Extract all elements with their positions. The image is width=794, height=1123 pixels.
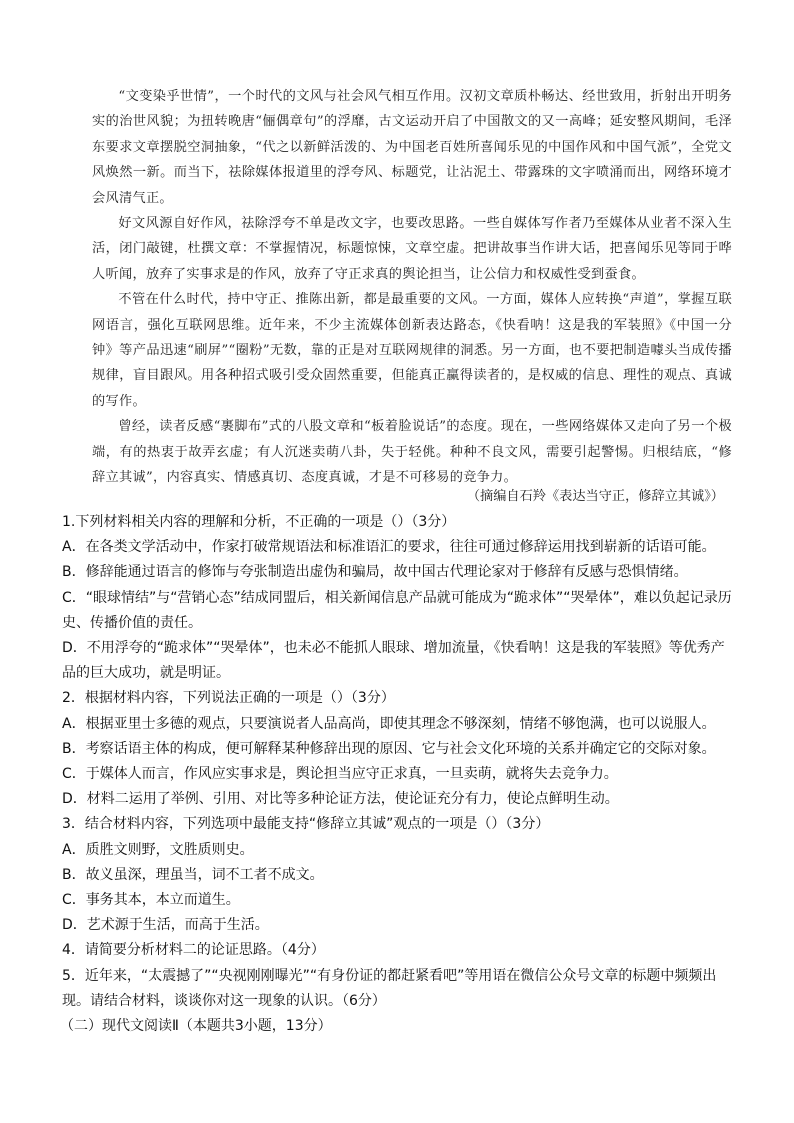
question-4: 4．请简要分析材料二的论证思路。（4分） [62, 942, 325, 959]
passage-source: （摘编自石羚《表达当守正，修辞立其诚》） [466, 489, 724, 504]
question-3-stem: 3．结合材料内容，下列选项中最能支持“修辞立其诚”观点的一项是（）（3分） [62, 816, 550, 833]
question-2-option-d: D．材料二运用了举例、引用、对比等多种论证方法，使论证充分有力，使论点鲜明生动。 [62, 791, 619, 808]
passage-paragraph-4: 曾经，读者反感“裹脚布”式的八股文章和“板着脸说话”的态度。现在，一些网络媒体又走向了另一个极端，有的热衷于故弄玄虚；有人沉迷卖萌八卦，失于轻佻。种种不良文风，需要引起警惕。归根结底，“修辞立其诚”，内容真实、情感真切、态度真诚，才是不可移易的竞争力。 [92, 419, 732, 486]
passage-paragraph-1: “文变染乎世情”，一个时代的文风与社会风气相互作用。汉初文章质朴畅达、经世致用，折射出开明务实的治世风貌；为扭转晚唐“俪偶章句”的浮靡，古文运动开启了中国散文的又一高峰；延安整风期间，毛泽东要求文章摆脱空洞抽象，“代之以新鲜活泼的、为中国老百姓所喜闻乐见的中国作风和中国气派”，全党文风焕然一新。而当下，祛除媒体报道里的浮夸风、标题党，让沾泥土、带露珠的文字喷涌而出，网络环境才会风清气正。 [92, 89, 732, 206]
question-2-stem: 2．根据材料内容，下列说法正确的一项是（）（3分） [62, 690, 395, 707]
question-5: 5．近年来，“太震撼了”“央视刚刚曝光”“有身份证的都赶紧看吧”等用语在微信公众号文章的标题中频频出现。请结合材料，谈谈你对这一现象的认识。（6分） [62, 967, 717, 1009]
passage-paragraph-2: 好文风源自好作风，祛除浮夸不单是改文字，也要改思路。一些自媒体写作者乃至媒体从业者不深入生活，闭门敲键，杜撰文章：不掌握情况，标题惊悚，文章空虚。把讲故事当作讲大话，把喜闻乐见等同于哗人听闻，放弃了实事求是的作风，放弃了守正求真的舆论担当，让公信力和权威性受到蚕食。 [92, 216, 732, 282]
question-1-option-d: D．不用浮夸的“跪求体”“哭晕体”，也未必不能抓人眼球、增加流量，《快看呐！这是我的军装照》等优秀产品的巨大成功，就是明证。 [62, 640, 725, 682]
question-1-option-b: B．修辞能通过语言的修饰与夸张制造出虚伪和骗局，故中国古代理论家对于修辞有反感与恐惧情绪。 [62, 564, 688, 581]
question-3-option-a: A．质胜文则野，文胜质则史。 [62, 841, 254, 858]
section-heading: （二）现代文阅读Ⅱ（本题共3小题，13分） [60, 1018, 332, 1035]
question-3-option-c: C．事务其本，本立而道生。 [62, 892, 240, 909]
question-1-stem: 1.下列材料相关内容的理解和分析，不正确的一项是（）（3分） [62, 514, 456, 530]
question-2-option-a: A．根据亚里士多德的观点，只要演说者人品高尚，即使其理念不够深刻，情绪不够饱满，也可以说服人。 [62, 715, 716, 732]
question-3-option-b: B．故义虽深，理虽当，词不工者不成文。 [62, 866, 324, 883]
question-1-option-c: C．“眼球情结”与“营销心态”结成同盟后，相关新闻信息产品就可能成为“跪求体”“哭晕体”，难以负起记录历史、传播价值的责任。 [62, 589, 732, 631]
question-list [62, 510, 734, 1039]
reading-passage [92, 84, 732, 491]
question-1-option-a: A．在各类文学活动中，作家打破常规语法和标准语汇的要求，往往可通过修辞运用找到崭新的话语可能。 [62, 539, 716, 556]
question-2-option-c: C．于媒体人而言，作风应实事求是，舆论担当应守正求真，一旦卖萌，就将失去竞争力。 [62, 766, 618, 783]
question-3-option-d: D．艺术源于生活，而高于生活。 [62, 917, 269, 934]
passage-paragraph-3: 不管在什么时代，持中守正、推陈出新，都是最重要的文风。一方面，媒体人应转换“声道”，掌握互联网语言，强化互联网思维。近年来，不少主流媒体创新表达路态，《快看呐！这是我的军装照》《中国一分钟》等产品迅速“刷屏”“圈粉”无数，靠的正是对互联网规律的洞悉。另一方面，也不要把制造噱头当成传播规律，盲目跟风。用各种招式吸引受众固然重要，但能真正赢得读者的，是权威的信息、理性的观点、真诚的写作。 [92, 292, 732, 409]
question-2-option-b: B．考察话语主体的构成，便可解释某种修辞出现的原因、它与社会文化环境的关系并确定它的交际对象。 [62, 740, 716, 757]
